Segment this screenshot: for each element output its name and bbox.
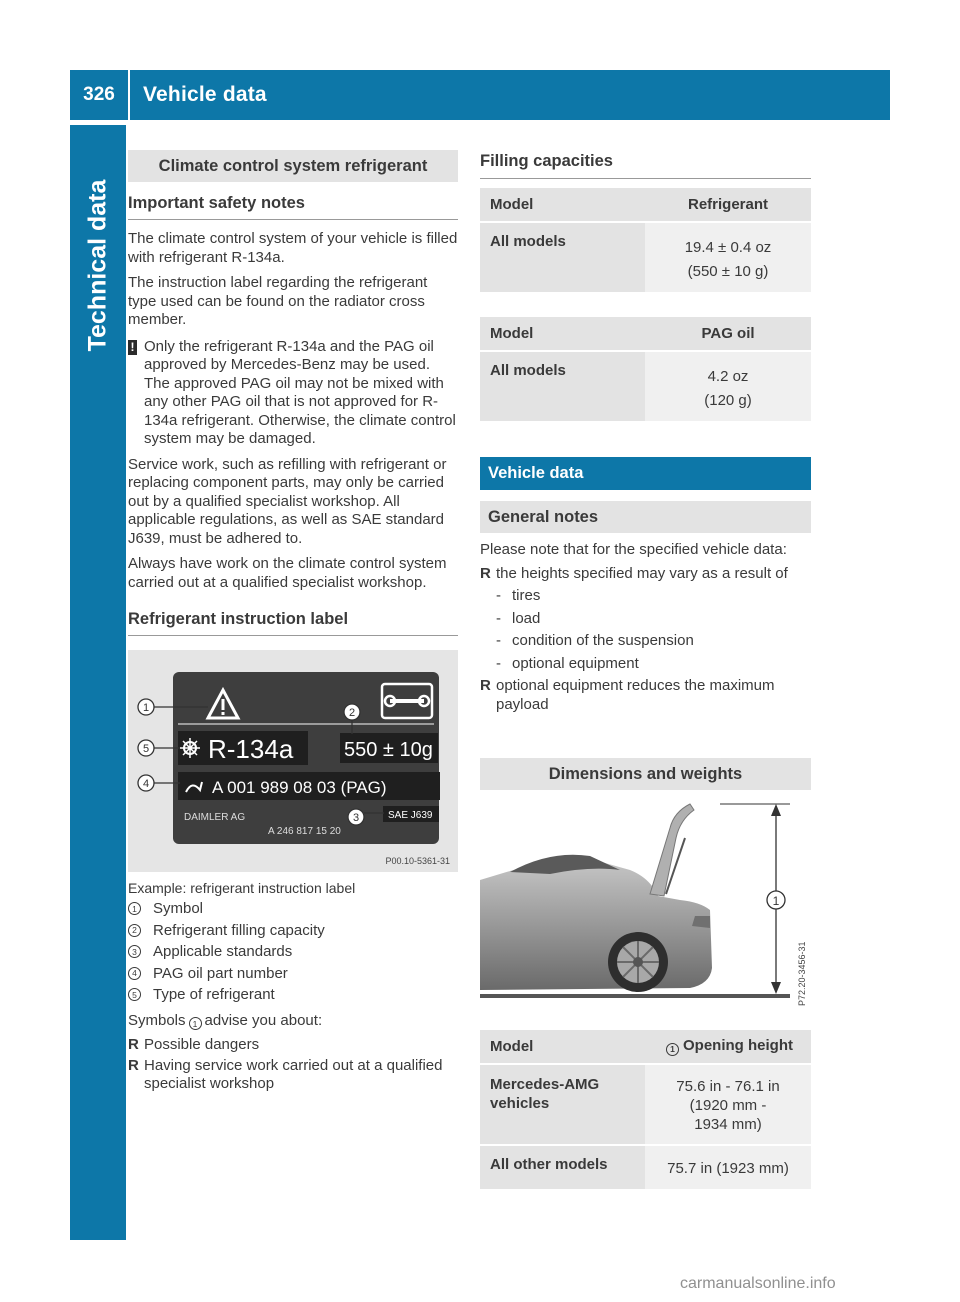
sub-list-item-text: tires — [512, 587, 541, 604]
left-column — [128, 150, 458, 1094]
legend-text: PAG oil part number — [153, 964, 288, 982]
legend-item — [128, 898, 458, 920]
list-item-text: Possible dangers — [144, 1036, 260, 1054]
callout-number: 4 — [128, 967, 141, 980]
legend-item — [128, 941, 458, 963]
side-tab-label-wrap — [70, 125, 126, 405]
value-line: (120 g) — [704, 392, 752, 409]
side-tab-label: Technical data — [83, 179, 112, 351]
warning-icon: ! — [128, 338, 144, 449]
table-cell-value: 75.7 in (1923 mm) — [645, 1145, 811, 1189]
callout-number: 1 — [128, 902, 141, 915]
list-item-text: Having service work carried out at a qualified specialist workshop — [144, 1056, 443, 1093]
table-row — [480, 351, 811, 421]
section-heading-dimensions: Dimensions and weights — [480, 758, 811, 790]
section-heading-general-notes: General notes — [480, 501, 811, 533]
sub-list-item-text: optional equipment — [512, 654, 639, 672]
subheading-filling-capacities: Filling capacities — [480, 150, 811, 179]
list-item: R the heights specified may vary as a result of — [480, 564, 788, 582]
paragraph-refrigerant-fill: The climate control system of your vehicle is filled with refrigerant R-134a. — [128, 230, 458, 266]
callout-number: 3 — [128, 945, 141, 958]
value-line: 19.4 ± 0.4 oz — [684, 239, 772, 256]
value-line: 1934 mm) — [694, 1116, 762, 1133]
svg-text:3: 3 — [352, 812, 360, 824]
car-image-code: P72.20-3456-31 — [797, 941, 807, 1006]
symbols-intro-text: Symbols — [128, 1011, 186, 1029]
table-header: Model — [480, 188, 645, 222]
svg-text:4: 4 — [142, 778, 150, 790]
page-number: 326 — [83, 84, 115, 105]
sub-list-item: - condition of the suspension — [496, 632, 694, 649]
warning-note — [128, 338, 458, 449]
callout-number: 2 — [128, 924, 141, 937]
list-item: R optional equipment reduces the maximum payload — [480, 677, 811, 714]
subheading-instruction-label: Refrigerant instruction label — [128, 610, 458, 636]
sub-list-item-text: condition of the suspension — [512, 632, 694, 649]
list-item: R Possible dangers — [128, 1036, 260, 1054]
pag-oil-table — [480, 317, 811, 421]
label-caption: Example: refrigerant instruction label — [128, 880, 356, 896]
subheading-safety-notes: Important safety notes — [128, 194, 458, 220]
legend-text: Refrigerant filling capacity — [153, 921, 325, 939]
value-line: (1920 mm - — [689, 1097, 767, 1114]
sub-list-item: - tires — [496, 587, 541, 604]
table-row — [480, 1145, 811, 1189]
label-part-number-text: A 001 989 08 03 (PAG) — [212, 778, 387, 797]
sub-list-item: - load — [496, 609, 541, 627]
legend-text: Applicable standards — [153, 943, 293, 960]
paragraph-label-location: The instruction label regarding the refrigerant type used can be found on the radiator cross member. — [128, 274, 428, 328]
header-divider — [128, 70, 130, 120]
table-cell-model: All models — [480, 351, 645, 421]
svg-text:5: 5 — [142, 743, 150, 755]
refrigerant-table — [480, 188, 811, 292]
section-heading-vehicle-data: Vehicle data — [480, 457, 811, 490]
legend-item — [128, 984, 458, 1006]
section-heading-refrigerant: Climate control system refrigerant — [128, 150, 458, 182]
general-notes-intro: Please note that for the specified vehicle data: — [480, 541, 787, 558]
table-cell-value — [645, 222, 811, 292]
table-header: Model — [480, 317, 645, 351]
value-line: (550 ± 10 g) — [687, 263, 769, 280]
paragraph-service-work: Service work, such as refilling with refrigerant or replacing component parts, may only be carried out by a qualified specialist workshop. All applicable regulations, as well as SAE standard J639, must be adhered to. — [128, 455, 447, 547]
svg-text:2: 2 — [348, 707, 356, 719]
list-item-text: optional equipment reduces the maximum payload — [496, 677, 775, 713]
label-number-text: A 246 817 15 20 — [268, 826, 341, 837]
legend-text: Type of refrigerant — [153, 986, 275, 1003]
table-header-opening-height — [645, 1030, 811, 1064]
label-capacity-text: 550 ± 10g — [344, 739, 433, 761]
label-image-code: P00.10-5361-31 — [385, 856, 450, 866]
symbols-intro-text-end: advise you about: — [204, 1011, 323, 1029]
symbols-intro — [128, 1012, 458, 1031]
label-refrigerant-text: R-134a — [208, 734, 294, 764]
table-header-text: Opening height — [683, 1037, 793, 1055]
car-callout-number: 1 — [772, 894, 780, 908]
car-illustration — [480, 798, 811, 1014]
table-cell-value — [645, 351, 811, 421]
watermark: carmanualsonline.info — [680, 1275, 836, 1292]
value-line: 4.2 oz — [707, 368, 749, 385]
callout-number: 1 — [666, 1043, 679, 1056]
table-row — [480, 222, 811, 292]
refrigerant-label-graphic — [128, 650, 458, 872]
callout-number: 1 — [189, 1017, 202, 1030]
table-row — [480, 1064, 811, 1145]
chapter-title: Vehicle data — [143, 83, 267, 106]
label-maker-text: DAIMLER AG — [184, 812, 246, 823]
table-cell-value — [645, 1064, 811, 1145]
legend-item — [128, 920, 458, 942]
value-line: 75.6 in - 76.1 in — [676, 1078, 780, 1095]
paragraph-workshop: Always have work on the climate control system carried out at a qualified specialist workshop. — [128, 555, 447, 591]
car-opening-height-image — [480, 798, 811, 1014]
callout-number: 5 — [128, 988, 141, 1001]
dimensions-table — [480, 1030, 811, 1189]
legend-text: Symbol — [153, 900, 204, 917]
table-cell-model: All other models — [480, 1145, 645, 1189]
sub-list-item-text: load — [512, 609, 541, 627]
warning-text: Only the refrigerant R-134a and the PAG oil approved by Mercedes-Benz may be used. The approved PAG oil may not be mixed with any other PAG oil that is not approved for R-134a refrigerant. Otherwise, the climate control system may be damaged. — [144, 337, 456, 447]
symbols-list — [128, 1036, 458, 1094]
table-header: Model — [480, 1030, 645, 1064]
table-header: PAG oil — [645, 317, 811, 351]
list-item: R Having service work carried out at a qualified specialist workshop — [128, 1057, 458, 1094]
table-cell-model: All models — [480, 222, 645, 292]
svg-text:1: 1 — [142, 702, 150, 714]
table-cell-model: Mercedes-AMG vehicles — [480, 1064, 645, 1145]
page-header — [70, 70, 890, 120]
table-header: Refrigerant — [645, 188, 811, 222]
refrigerant-label-image — [128, 650, 458, 872]
list-item-text: the heights specified may vary as a result of — [496, 564, 788, 582]
label-legend — [128, 898, 458, 1006]
sub-list-item: - optional equipment — [496, 654, 639, 672]
label-standard-text: SAE J639 — [388, 810, 433, 821]
side-tab — [70, 125, 126, 1240]
legend-item — [128, 963, 458, 985]
right-column — [480, 150, 811, 1189]
